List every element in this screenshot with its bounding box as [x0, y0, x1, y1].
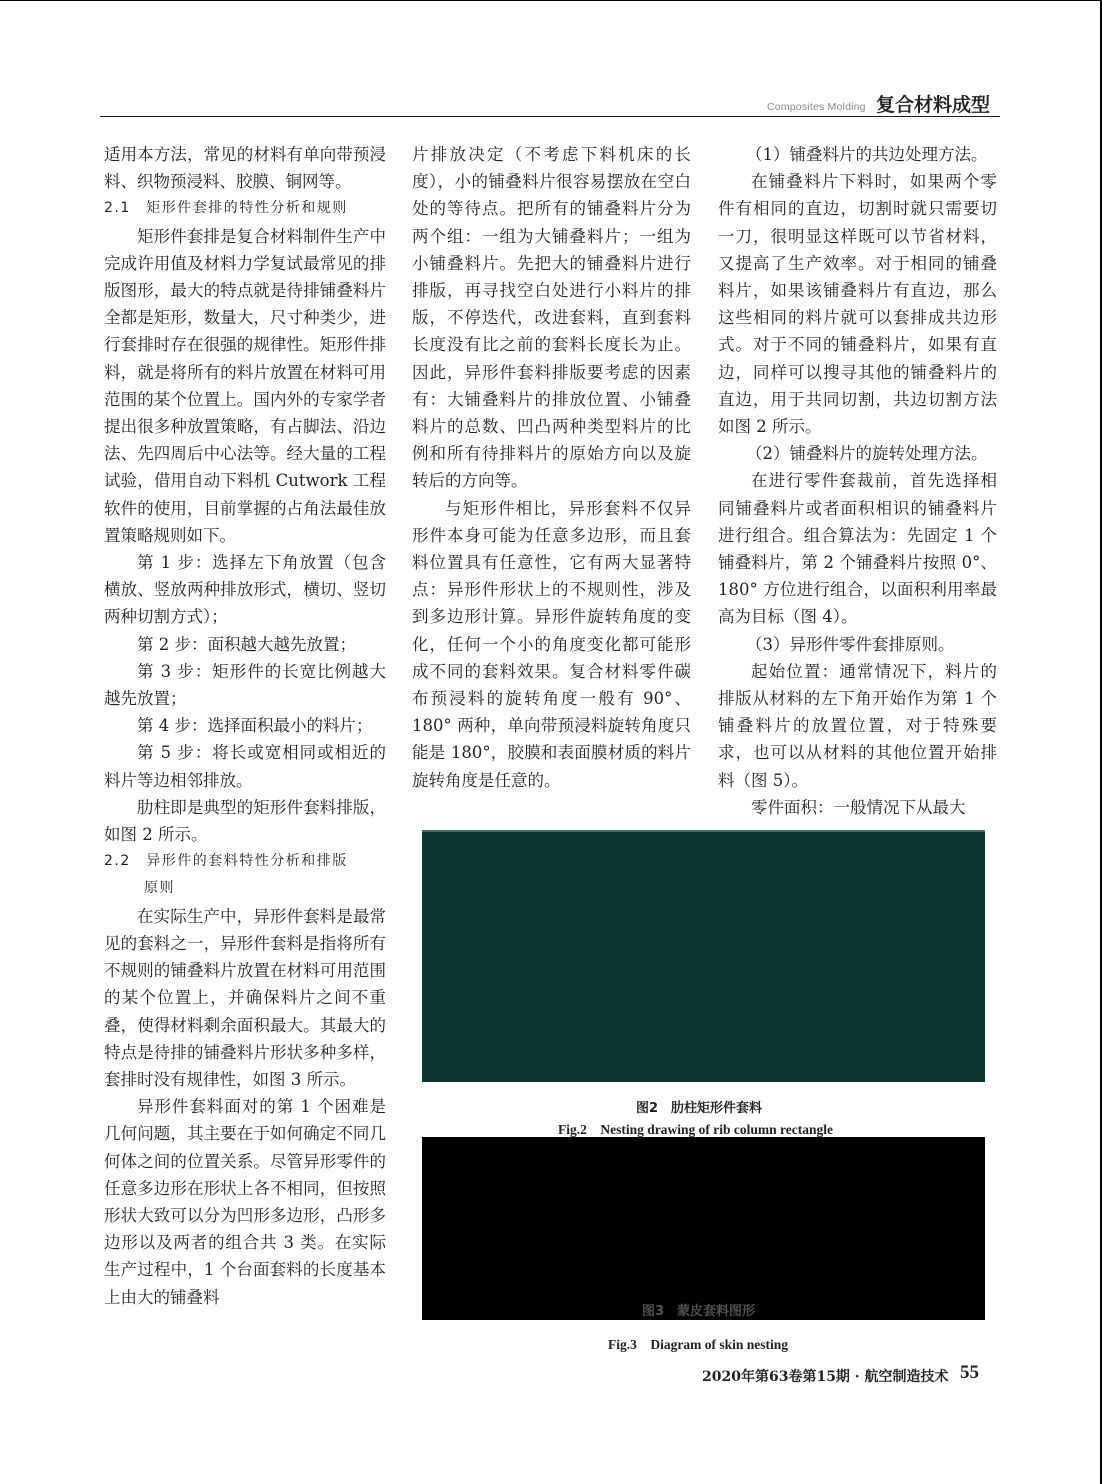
subheading-2: （2）铺叠料片的旋转处理方法。	[746, 444, 988, 464]
figure-2-image	[422, 830, 985, 1082]
figure-2-caption-en: Fig.2 Nesting drawing of rib column rectangle	[558, 1122, 833, 1137]
figure-3-caption-en: Fig.3 Diagram of skin nesting	[608, 1337, 789, 1352]
paragraph: 片排放决定（不考虑下料机床的长度），小的铺叠料片很容易摆放在空白处的等待点。把所有的铺叠料片分为两个组：一组为大铺叠料片；一组为小铺叠料片。先把大的铺叠料片进行排版，再寻找空白处进行小料片的排版，不停迭代，改进套料，直到套料长度没有比之前的套料长度长为止。因此，异形件套料排版要考虑的因素有：大铺叠料片的排放位置、小铺叠料片的总数、凹凸两种类型料片的比例和所有待排料片的原始方向以及旋转后的方向等。	[412, 145, 691, 491]
subheading-3: （3）异形件零件套排原则。	[746, 634, 955, 654]
subheading-1: （1）铺叠料片的共边处理方法。	[746, 145, 988, 164]
column-right	[718, 141, 997, 821]
journal-name-cn: 复合材料成型	[876, 94, 991, 116]
step-4: 第 4 步：选择面积最小的料片；	[137, 716, 373, 736]
step-1: 第 1 步：选择左下角放置（包含横放、竖放两种排放形式，横切、竖切两种切割方式）；	[104, 553, 386, 627]
page-top-border	[0, 0, 1102, 1]
paragraph: 适用本方法，常见的材料有单向带预浸料、织物预浸料、胶膜、铜网等。	[104, 145, 386, 192]
paragraph: 起始位置：通常情况下，料片的排版从材料的左下角开始作为第 1 个铺叠料片的放置位置，对于特殊要求，也可以从材料的其他位置开始排料（图 5）。	[718, 661, 997, 790]
paragraph: 在进行零件套裁前，首先选择相同铺叠料片或者面积相识的铺叠料片进行组合。组合算法为：先固定 1 个铺叠料片，第 2 个铺叠料片按照 0°、180° 方位进行组合，以面积利用率最高为目标（图 4）。	[718, 471, 997, 627]
step-3: 第 3 步：矩形件的长宽比例越大越先放置；	[104, 661, 386, 709]
issue-info: 2020年第63卷第15期 · 航空制造技术	[702, 1369, 949, 1385]
paragraph: 矩形件套排是复合材料制件生产中完成许用值及材料力学复试最常见的排版图形，最大的特点就是待排铺叠料片全都是矩形，数量大，尺寸种类少，进行套排时存在很强的规律性。矩形件排料，就是将所有的料片放置在材料可用范围的某个位置上。国内外的专家学者提出很多种放置策略，有占脚法、沿边法、先四周后中心法等。经大量的工程试验，借用自动下料机 Cutwork 工程软件的使用，目前掌握的占角法最佳放置策略规则如下。	[104, 226, 386, 545]
section-heading-2-2: 2.2 异形件的套料特性分析和排版	[104, 853, 348, 870]
figure-2-caption-cn: 图2 肋柱矩形件套料	[636, 1101, 763, 1116]
paragraph: 零件面积：一般情况下从最大	[751, 797, 966, 817]
step-5: 第 5 步：将长或宽相同或相近的料片等边相邻排放。	[104, 743, 386, 790]
section-heading-2-1: 2.1 矩形件套排的特性分析和规则	[104, 200, 348, 217]
paragraph: 在铺叠料片下料时，如果两个零件有相同的直边，切割时就只需要切一刀，很明显这样既可以节省材料，又提高了生产效率。对于相同的铺叠料片，如果该铺叠料片有直边，那么这些相同的料片就可以套排成共边形式。对于不同的铺叠料片，如果有直边，同样可以搜寻其他的铺叠料片的直边，用于共同切割，共边切割方法如图 2 所示。	[718, 172, 997, 437]
column-middle	[412, 141, 691, 794]
figure-3-caption-cn: 图3 蒙皮套料图形	[642, 1304, 756, 1319]
paragraph: 异形件套料面对的第 1 个困难是几何问题，其主要在于如何确定不同几何体之间的位置关系。尽管异形零件的任意多边形在形状上各不相同，但按照形状大致可以分为凹形多边形，凸形多边形以及两者的组合共 3 类。在实际生产过程中，1 个台面套料的长度基本上由大的铺叠料	[104, 1097, 386, 1307]
page-number: 55	[960, 1362, 979, 1383]
section-heading-2-2-cont: 原则	[144, 880, 175, 897]
figure-3-image	[422, 1137, 985, 1320]
paragraph: 在实际生产中，异形件套料是最常见的套料之一，异形件套料是指将所有不规则的铺叠料片放置在材料可用范围的某个位置上，并确保料片之间不重叠，使得材料剩余面积最大。其最大的特点是待排的铺叠料片形状多种多样，套排时没有规律性，如图 3 所示。	[104, 906, 386, 1089]
column-left	[104, 141, 386, 1311]
header-rule	[100, 116, 1000, 117]
journal-name-en: Composites Molding	[767, 101, 866, 113]
step-2: 第 2 步：面积越大越先放置；	[137, 634, 356, 654]
paragraph: 与矩形件相比，异形套料不仅异形件本身可能为任意多边形，而且套料位置具有任意性，它有两大显著特点：异形件形状上的不规则性，涉及到多边形计算。异形件旋转角度的变化，任何一个小的角度变化都可能形成不同的套料效果。复合材料零件碳布预浸料的旋转角度一般有 90°、180° 两种，单向带预浸料旋转角度只能是 180°，胶膜和表面膜材质的料片旋转角度是任意的。	[412, 498, 691, 790]
paragraph: 肋柱即是典型的矩形件套料排版，如图 2 所示。	[104, 797, 386, 845]
